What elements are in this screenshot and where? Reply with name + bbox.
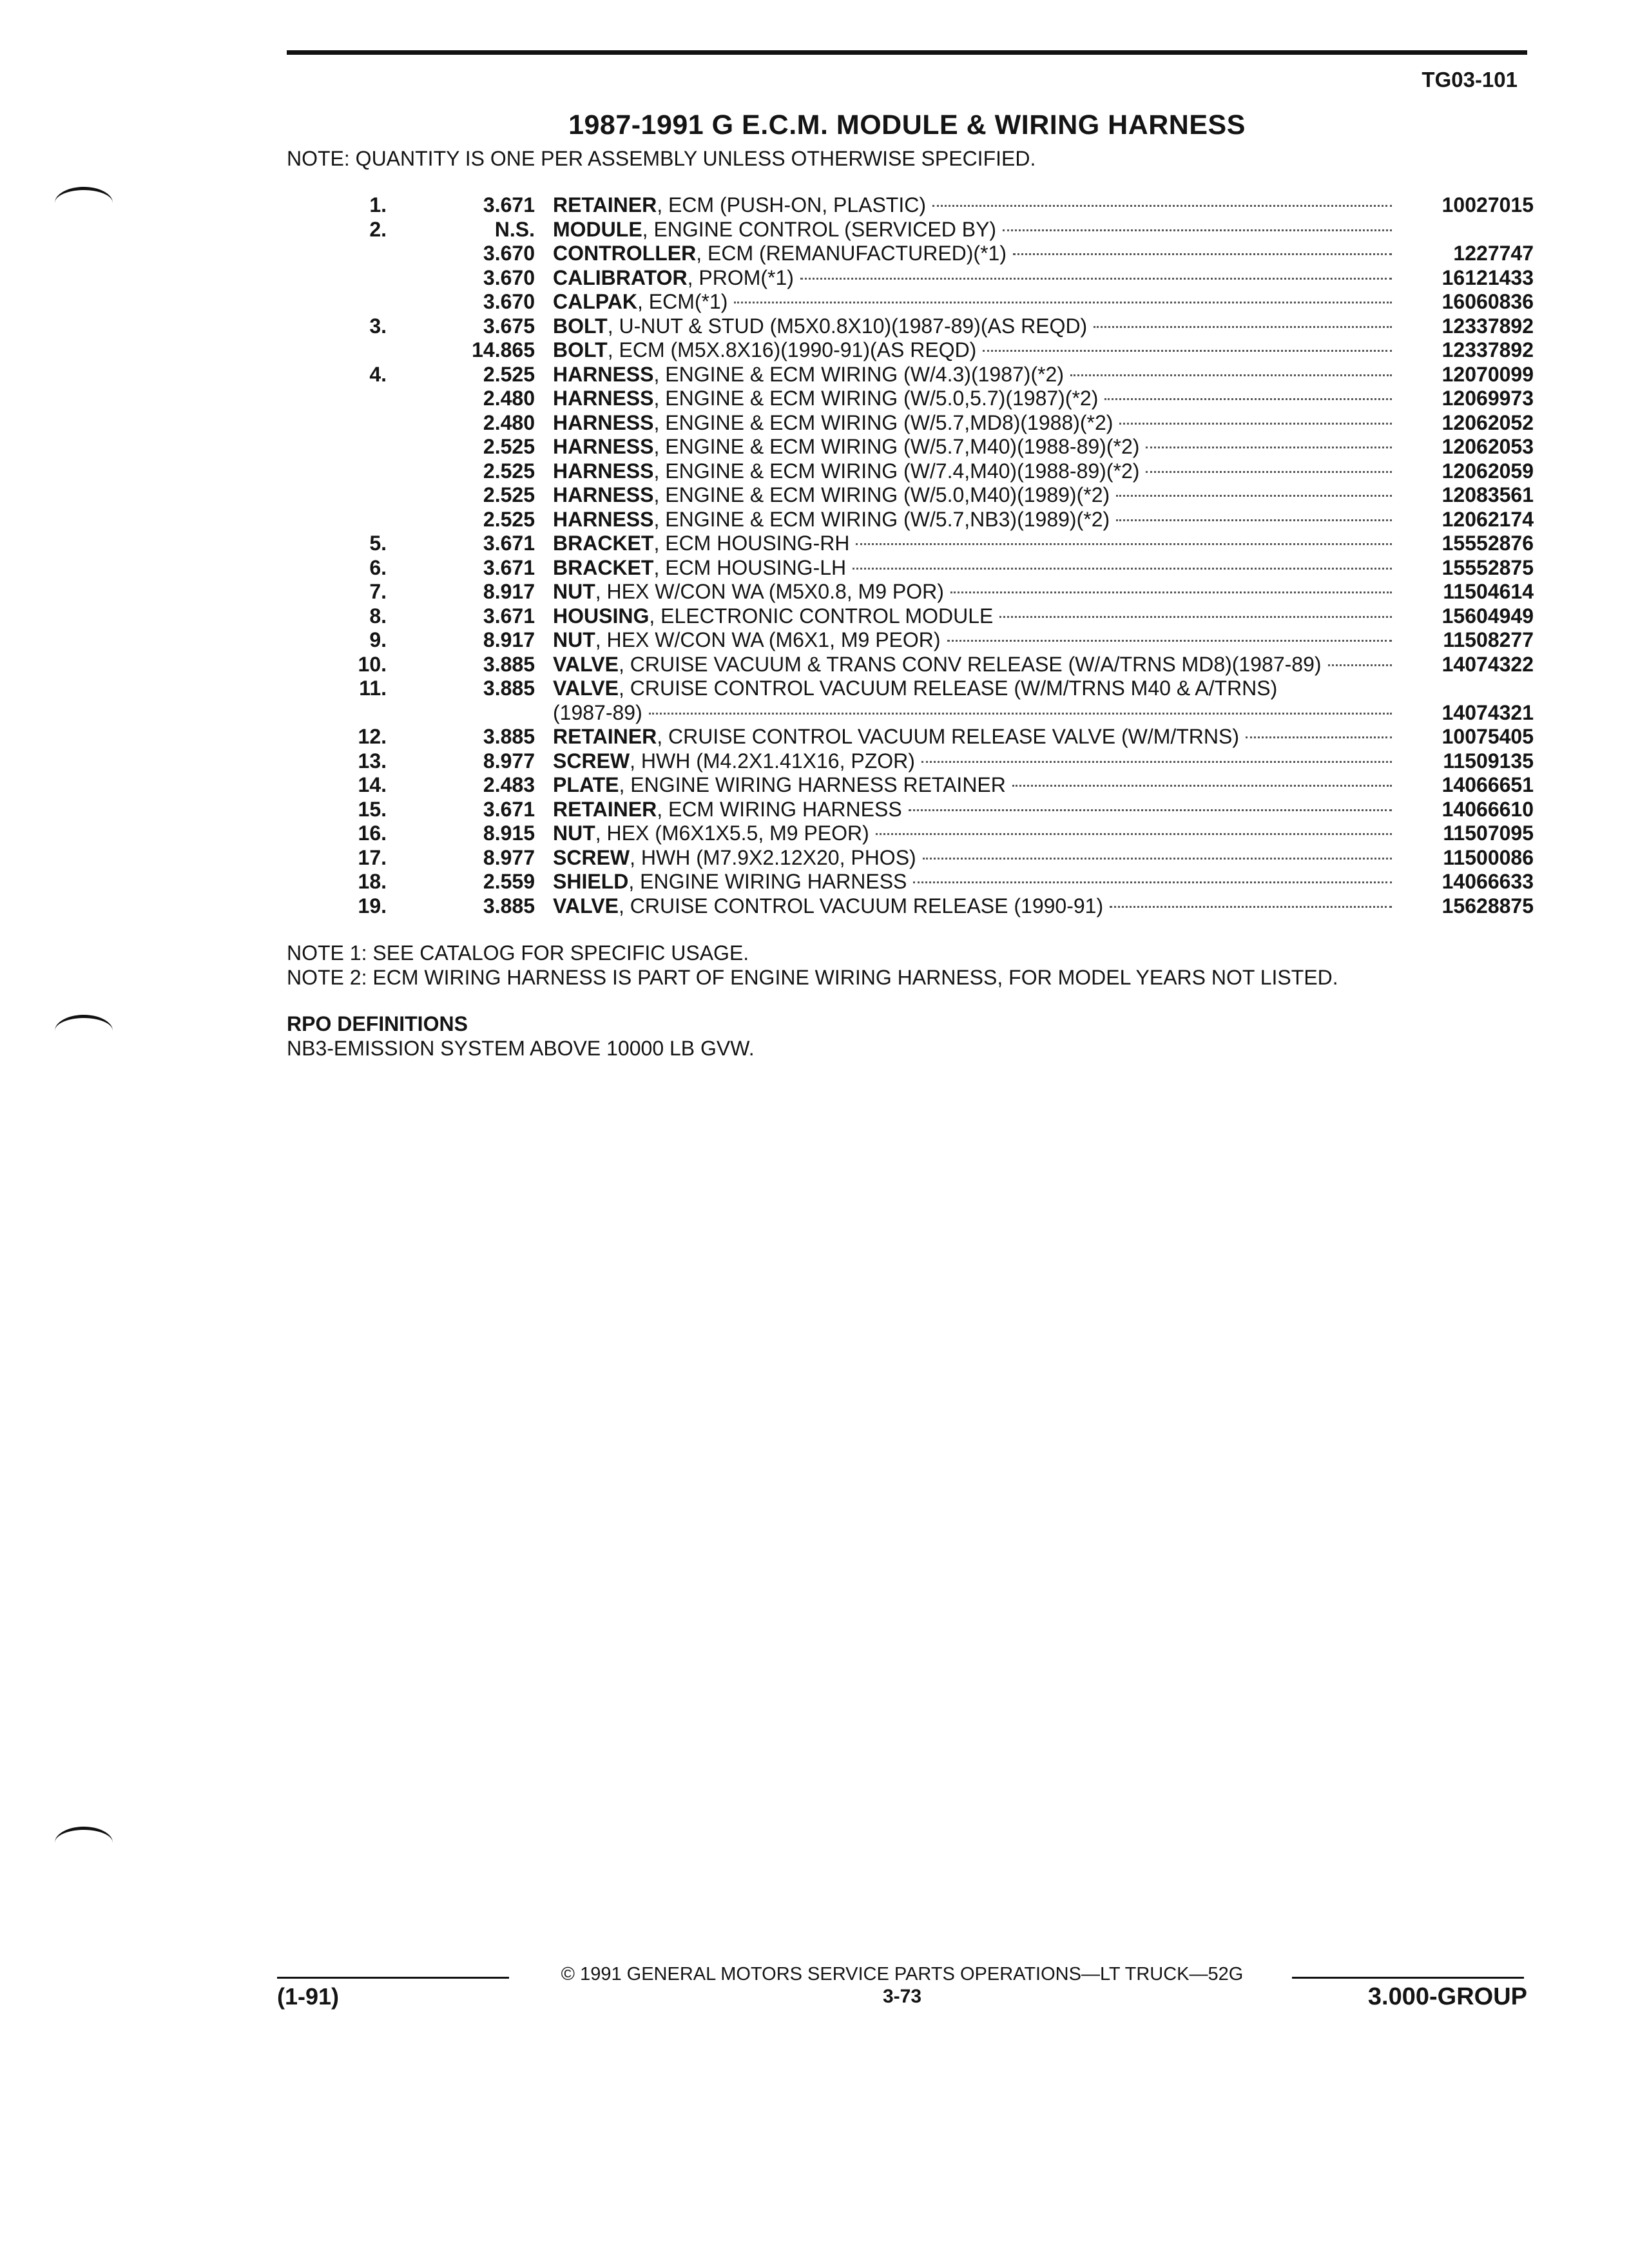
leader-dots [856,543,1392,545]
part-name: RETAINER [553,193,657,216]
part-detail: , PROM(*1) [687,265,794,289]
part-description [553,628,1398,652]
leader-dots [800,278,1392,280]
part-number: 16060836 [1441,290,1534,313]
item-number: 13. [358,749,387,773]
part-detail: , HWH (M4.2X1.41X16, PZOR) [630,749,915,773]
part-description [553,338,1398,362]
item-number: 10. [358,652,387,676]
part-number: 11507095 [1443,822,1534,845]
part-description [553,604,1398,628]
part-row [335,677,1534,701]
part-text [553,773,1006,797]
leader-dots [923,858,1392,860]
part-number: 10027015 [1441,193,1534,216]
part-description [553,314,1398,338]
group-code: 3.671 [483,604,535,628]
leader-dots [1104,398,1392,400]
group-code: 8.917 [483,580,535,603]
part-detail: , HEX W/CON WA (M5X0.8, M9 POR) [595,580,944,603]
part-name: NUT [553,580,595,603]
part-number: 15552875 [1441,555,1534,579]
part-text [553,532,849,555]
leader-dots [999,616,1392,618]
part-row [335,435,1534,459]
part-name: PLATE [553,773,619,796]
leader-dots [1116,495,1392,497]
part-number: 14066610 [1441,797,1534,821]
item-number: 19. [358,894,387,918]
part-row [335,604,1534,629]
part-description [553,266,1398,290]
item-number: 14. [358,773,387,796]
binder-hole-mark [55,1827,113,1859]
part-detail: , ENGINE & ECM WIRING (W/4.3)(1987)(*2) [653,362,1064,386]
group-code: 3.885 [483,677,535,700]
leader-dots [1116,519,1392,521]
part-text [553,846,916,870]
part-text [553,363,1064,387]
part-name: NUT [553,822,595,845]
part-row [335,411,1534,436]
part-detail: , ENGINE & ECM WIRING (W/7.4,M40)(1988-89)(*2) [653,459,1140,483]
part-detail: , U-NUT & STUD (M5X0.8X10)(1987-89)(AS REQD) [607,314,1088,338]
part-description [553,773,1398,797]
part-text [553,628,941,652]
leader-dots [950,591,1392,593]
part-row [335,773,1534,798]
parts-list [335,193,1534,918]
group-code: 3.671 [483,532,535,555]
part-name: HARNESS [553,410,654,434]
group-code: 2.483 [483,773,535,796]
part-row [335,218,1534,242]
part-number: 15552876 [1441,532,1534,555]
part-detail: , ENGINE & ECM WIRING (W/5.7,NB3)(1989)(*2) [653,507,1110,531]
item-number: 12. [358,725,387,748]
part-description [553,846,1398,870]
part-row [335,363,1534,387]
part-number: 12062174 [1441,507,1534,531]
part-number: 12062052 [1441,410,1534,434]
group-code: 3.671 [483,193,535,216]
group-code: 8.977 [483,749,535,773]
part-detail: , ECM HOUSING-RH [653,532,850,555]
part-row [335,387,1534,411]
group-code: 2.525 [483,362,535,386]
group-code: 3.885 [483,894,535,918]
group-code: 2.559 [483,870,535,893]
part-text [553,556,846,580]
part-description [553,532,1398,555]
part-detail: , CRUISE VACUUM & TRANS CONV RELEASE (W/A/TRNS MD8)(1987-89) [618,652,1322,676]
item-number: 15. [358,797,387,821]
footer-date: (1-91) [277,1983,340,2010]
part-description [553,653,1398,677]
part-name: HARNESS [553,387,654,410]
part-description [553,290,1398,314]
note-1: NOTE 1: SEE CATALOG FOR SPECIFIC USAGE. [287,941,749,965]
part-row [335,894,1534,919]
part-description [553,677,1398,700]
part-row [335,242,1534,266]
part-detail: , CRUISE CONTROL VACUUM RELEASE (1990-91) [618,894,1104,918]
part-number: 15628875 [1441,894,1534,918]
part-description [553,242,1398,265]
group-code: 8.915 [483,822,535,845]
part-detail: , ENGINE WIRING HARNESS RETAINER [619,773,1006,796]
part-name: SHIELD [553,870,629,893]
leader-dots [909,809,1392,811]
part-name: BRACKET [553,532,654,555]
part-detail: , ECM HOUSING-LH [653,555,847,579]
leader-dots [913,881,1392,883]
part-number: 14074322 [1441,652,1534,676]
item-number: 9. [369,628,387,651]
item-number: 1. [369,193,387,216]
item-number: 2. [369,217,387,241]
item-number: 11. [359,677,387,700]
part-number: 11500086 [1443,845,1534,869]
part-name: BOLT [553,338,608,361]
part-description [553,725,1398,749]
item-number: 3. [369,314,387,338]
part-detail: , ENGINE & ECM WIRING (W/5.0,M40)(1989)(*2) [653,483,1110,506]
part-name: HARNESS [553,435,654,458]
part-text [553,870,907,894]
part-detail: , ELECTRONIC CONTROL MODULE [649,604,994,628]
part-text [553,508,1110,532]
part-number: 12083561 [1441,483,1534,506]
group-code: 14.865 [472,338,535,361]
part-name: NUT [553,628,595,651]
part-name: VALVE [553,894,619,918]
item-number: 6. [369,555,387,579]
part-row [335,459,1534,484]
part-name: RETAINER [553,797,657,821]
part-detail: , ENGINE CONTROL (SERVICED BY) [642,217,997,241]
rpo-heading: RPO DEFINITIONS [287,1012,468,1035]
part-name: MODULE [553,217,642,241]
group-code: 3.885 [483,725,535,748]
part-text [553,411,1113,435]
leader-dots [1110,906,1392,908]
page-number: 3-73 [882,1986,922,2007]
part-description [553,387,1398,410]
part-detail: , ENGINE & ECM WIRING (W/5.7,M40)(1988-89)(*2) [653,435,1140,458]
group-code: 3.885 [483,652,535,676]
part-text [553,218,996,242]
part-row [335,653,1534,677]
part-name: HARNESS [553,483,654,506]
footer-rule-left [277,1977,509,1979]
part-row [335,822,1534,846]
group-code: 3.671 [483,555,535,579]
part-row [335,580,1534,604]
part-description [553,459,1398,483]
part-row [335,193,1534,218]
part-description [553,749,1398,773]
part-detail: , ECM WIRING HARNESS [657,797,902,821]
part-row [335,338,1534,363]
part-text [553,314,1087,338]
leader-dots [876,833,1392,835]
part-description [553,556,1398,580]
part-text [553,822,869,845]
part-detail: , ENGINE & ECM WIRING (W/5.0,5.7)(1987)(*2) [653,387,1099,410]
part-description [553,870,1398,894]
leader-dots [932,205,1392,207]
part-name: VALVE [553,652,619,676]
part-description [553,363,1398,387]
leader-dots [947,640,1392,642]
part-name: BRACKET [553,555,654,579]
part-detail: , ENGINE & ECM WIRING (W/5.7,MD8)(1988)(*2) [653,410,1113,434]
copyright: © 1991 GENERAL MOTORS SERVICE PARTS OPERATIONS—LT TRUCK—52G [561,1964,1244,1984]
item-number: 4. [369,362,387,386]
part-row [335,870,1534,894]
group-code: 3.670 [483,265,535,289]
part-detail: , CRUISE CONTROL VACUUM RELEASE (W/M/TRNS M40 & A/TRNS) [618,677,1278,700]
part-row [335,483,1534,508]
part-description-continued [553,701,1398,725]
part-number: 12062053 [1441,435,1534,458]
item-number: 16. [358,822,387,845]
part-number: 12062059 [1441,459,1534,483]
part-text [553,435,1139,459]
part-name: HOUSING [553,604,650,628]
part-description [553,411,1398,435]
part-detail: , CRUISE CONTROL VACUUM RELEASE VALVE (W/M/TRNS) [657,725,1239,748]
footer-rule-right [1292,1977,1524,1979]
part-number: 14074321 [1441,700,1534,724]
leader-dots [921,761,1392,763]
part-text [553,653,1322,677]
part-description [553,580,1398,604]
part-description [553,508,1398,532]
leader-dots [1012,785,1392,787]
group-code: 2.480 [483,387,535,410]
binder-hole-mark [55,187,113,219]
group-code: 2.525 [483,435,535,458]
part-description [553,218,1398,242]
part-number: 15604949 [1441,604,1534,628]
part-number: 16121433 [1441,265,1534,289]
leader-dots [1246,736,1392,738]
leader-dots [1003,229,1392,231]
part-row [335,508,1534,532]
leader-dots [1146,471,1392,473]
part-number: 12070099 [1441,362,1534,386]
notes-section [287,941,1338,990]
part-text [553,338,976,362]
part-row [335,701,1534,726]
part-row [335,314,1534,339]
part-description [553,483,1398,507]
part-text [553,459,1139,483]
part-name: RETAINER [553,725,657,748]
part-description [553,894,1398,918]
part-number: 10075405 [1441,725,1534,748]
group-code: 2.525 [483,507,535,531]
part-detail: , HWH (M7.9X2.12X20, PHOS) [630,845,916,869]
part-name: SCREW [553,749,630,773]
part-detail: , ECM(*1) [637,290,728,313]
part-name: HARNESS [553,362,654,386]
part-name: HARNESS [553,459,654,483]
group-code: N.S. [494,217,535,241]
part-text [553,894,1103,918]
part-text [553,749,915,773]
part-text [553,387,1098,410]
part-detail: , ECM (PUSH-ON, PLASTIC) [657,193,926,216]
part-text [553,604,993,628]
leader-dots [734,302,1392,303]
part-row [335,532,1534,556]
part-detail-continued: (1987-89) [553,700,642,724]
part-text [553,677,1277,700]
part-row [335,556,1534,581]
page-title: 1987-1991 G E.C.M. MODULE & WIRING HARNESS [568,110,1246,140]
part-number: 12337892 [1441,314,1534,338]
part-row [335,725,1534,749]
part-row [335,290,1534,314]
note-2: NOTE 2: ECM WIRING HARNESS IS PART OF ENGINE WIRING HARNESS, FOR MODEL YEARS NOT LISTED. [287,966,1338,989]
item-number: 8. [369,604,387,628]
part-row [335,266,1534,291]
part-description [553,435,1398,459]
leader-dots [1094,326,1392,328]
leader-dots [853,568,1392,570]
part-text [553,798,902,822]
part-number: 11509135 [1443,749,1534,773]
part-detail: , ECM (REMANUFACTURED)(*1) [696,242,1007,265]
part-name: HARNESS [553,507,654,531]
part-row [335,846,1534,870]
part-description [553,822,1398,845]
group-code: 2.525 [483,483,535,506]
item-number: 18. [358,870,387,893]
part-number: 1227747 [1453,242,1534,265]
top-rule [287,50,1527,55]
part-text [553,580,944,604]
part-number: 14066633 [1441,870,1534,893]
part-name: CONTROLLER [553,242,697,265]
leader-dots [1013,253,1392,255]
part-number: 11508277 [1443,628,1534,651]
part-name: SCREW [553,845,630,869]
part-detail: , ECM (M5X.8X16)(1990-91)(AS REQD) [607,338,977,361]
leader-dots [1146,447,1392,448]
part-text [553,266,794,290]
footer-group: 3.000-GROUP [1367,1983,1527,2010]
group-code: 8.917 [483,628,535,651]
part-number: 11504614 [1443,580,1534,603]
part-text [553,242,1007,265]
part-detail: , HEX (M6X1X5.5, M9 PEOR) [595,822,869,845]
part-name: CALPAK [553,290,637,313]
group-code: 2.525 [483,459,535,483]
part-text [553,290,728,314]
part-number: 12337892 [1441,338,1534,361]
part-detail: , HEX W/CON WA (M6X1, M9 PEOR) [595,628,941,651]
group-code: 2.480 [483,410,535,434]
part-row [335,798,1534,822]
part-description [553,193,1398,217]
item-number: 17. [358,845,387,869]
leader-dots [1119,423,1392,425]
quantity-note: NOTE: QUANTITY IS ONE PER ASSEMBLY UNLESS OTHERWISE SPECIFIED. [287,147,1036,170]
rpo-definitions [287,1012,755,1061]
part-number: 12069973 [1441,387,1534,410]
rpo-definition: NB3-EMISSION SYSTEM ABOVE 10000 LB GVW. [287,1037,755,1060]
part-detail: , ENGINE WIRING HARNESS [628,870,907,893]
part-row [335,628,1534,653]
leader-dots [1328,664,1392,666]
group-code: 8.977 [483,845,535,869]
group-code: 3.670 [483,242,535,265]
part-name: VALVE [553,677,619,700]
leader-dots [1070,374,1392,376]
part-text [553,725,1239,749]
part-name: CALIBRATOR [553,265,688,289]
part-row [335,749,1534,774]
leader-dots [983,350,1392,352]
document-id: TG03-101 [1422,68,1518,91]
leader-dots [649,713,1392,715]
group-code: 3.675 [483,314,535,338]
item-number: 7. [369,580,387,603]
binder-hole-mark [55,1015,113,1047]
group-code: 3.670 [483,290,535,313]
part-text [553,193,926,217]
group-code: 3.671 [483,797,535,821]
item-number: 5. [369,532,387,555]
part-number: 14066651 [1441,773,1534,796]
part-text [553,483,1110,507]
part-description [553,798,1398,822]
part-name: BOLT [553,314,608,338]
